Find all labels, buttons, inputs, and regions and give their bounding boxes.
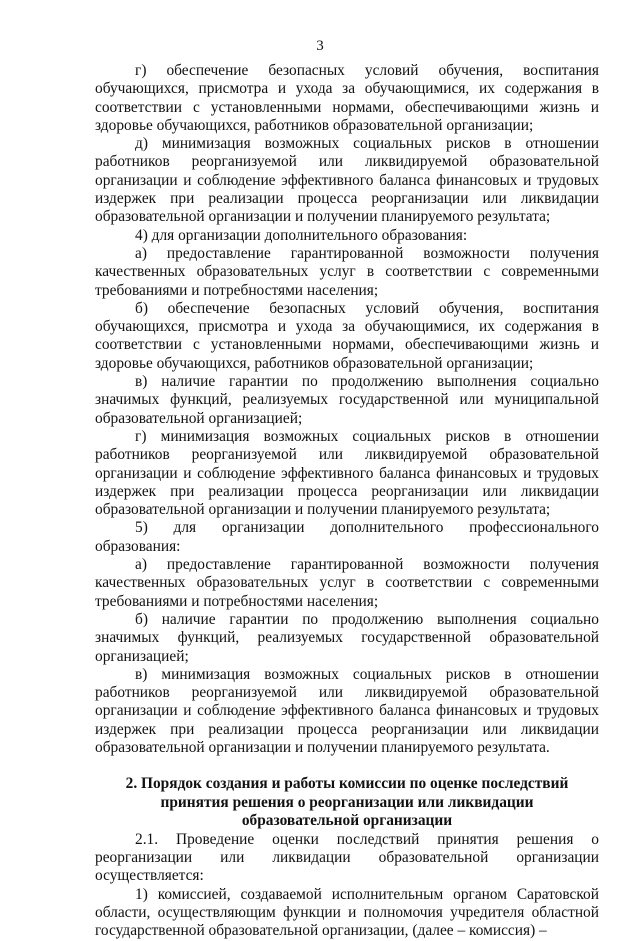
paragraph-top-9: б) наличие гарантии по продолжению выполнения социально значимых функций, реализуемых государственной образовательной организацией; [95, 610, 599, 665]
paragraph-top-3: а) предоставление гарантированной возможности получения качественных образовательных услуг в соответствии с современными требованиями и потребностями населения; [95, 244, 599, 299]
section-heading-line-2: принятия решения о реорганизации или ликвидации [160, 793, 534, 811]
paragraph-top-4: б) обеспечение безопасных условий обучения, воспитания обучающихся, присмотра и ухода за обучающимися, их содержания в соответствии с установленными нормами, обеспечивающими жизнь и здоровье обучающихся, работников образовательной организации; [95, 299, 599, 372]
paragraph-top-10: в) минимизация возможных социальных рисков в отношении работников реорганизуемой или ликвидируемой образовательной организации и соблюдение эффективного баланса финансовых и трудовых издержек при реализации процесса реорганизации или ликвидации образовательной организации и получении планируемого результата. [95, 665, 599, 756]
paragraph-top-6: г) минимизация возможных социальных рисков в отношении работников реорганизуемой или ликвидируемой образовательной организации и соблюдение эффективного баланса финансовых и трудовых издержек при реализации процесса реорганизации или ликвидации образовательной организации и получении планируемого результата; [95, 427, 599, 519]
paragraph-top-0: г) обеспечение безопасных условий обучения, воспитания обучающихся, присмотра и ухода за обучающимися, их содержания в соответствии с установленными нормами, обеспечивающими жизнь и здоровье обучающихся, работников образовательной организации; [95, 62, 599, 134]
paragraph-top-2: 4) для организации дополнительного образования: [135, 226, 468, 244]
document-body [95, 62, 599, 941]
section-heading-line-3: образовательной организации [241, 812, 453, 830]
paragraph-top-7: 5) для организации дополнительного профессионального образования: [95, 519, 599, 555]
paragraph-top-1: д) минимизация возможных социальных рисков в отношении работников реорганизуемой или ликвидируемой образовательной организации и соблюдение эффективного баланса финансовых и трудовых издержек при реализации процесса реорганизации или ликвидации образовательной организации и получении планируемого результата; [95, 135, 599, 226]
page-number: 3 [316, 38, 324, 54]
paragraph-top-8: а) предоставление гарантированной возможности получения качественных образовательных услуг в соответствии с современными требованиями и потребностями населения; [95, 556, 599, 610]
section-heading [95, 775, 599, 831]
paragraph-top-5: в) наличие гарантии по продолжению выполнения социально значимых функций, реализуемых государственной или муниципальной образовательной организацией; [95, 373, 599, 427]
paragraph-bottom-0: 2.1. Проведение оценки последствий принятия решения о реорганизации или ликвидации образовательной организации осуществляется: [95, 830, 599, 885]
section-heading-line-1: 2. Порядок создания и работы комиссии по оценке последствий [125, 775, 569, 793]
paragraph-bottom-1: 1) комиссией, создаваемой исполнительным органом Саратовской области, осуществляющим функции и полномочия учредителя областной государственной образовательной организации, (далее – комиссия) – [95, 885, 599, 940]
